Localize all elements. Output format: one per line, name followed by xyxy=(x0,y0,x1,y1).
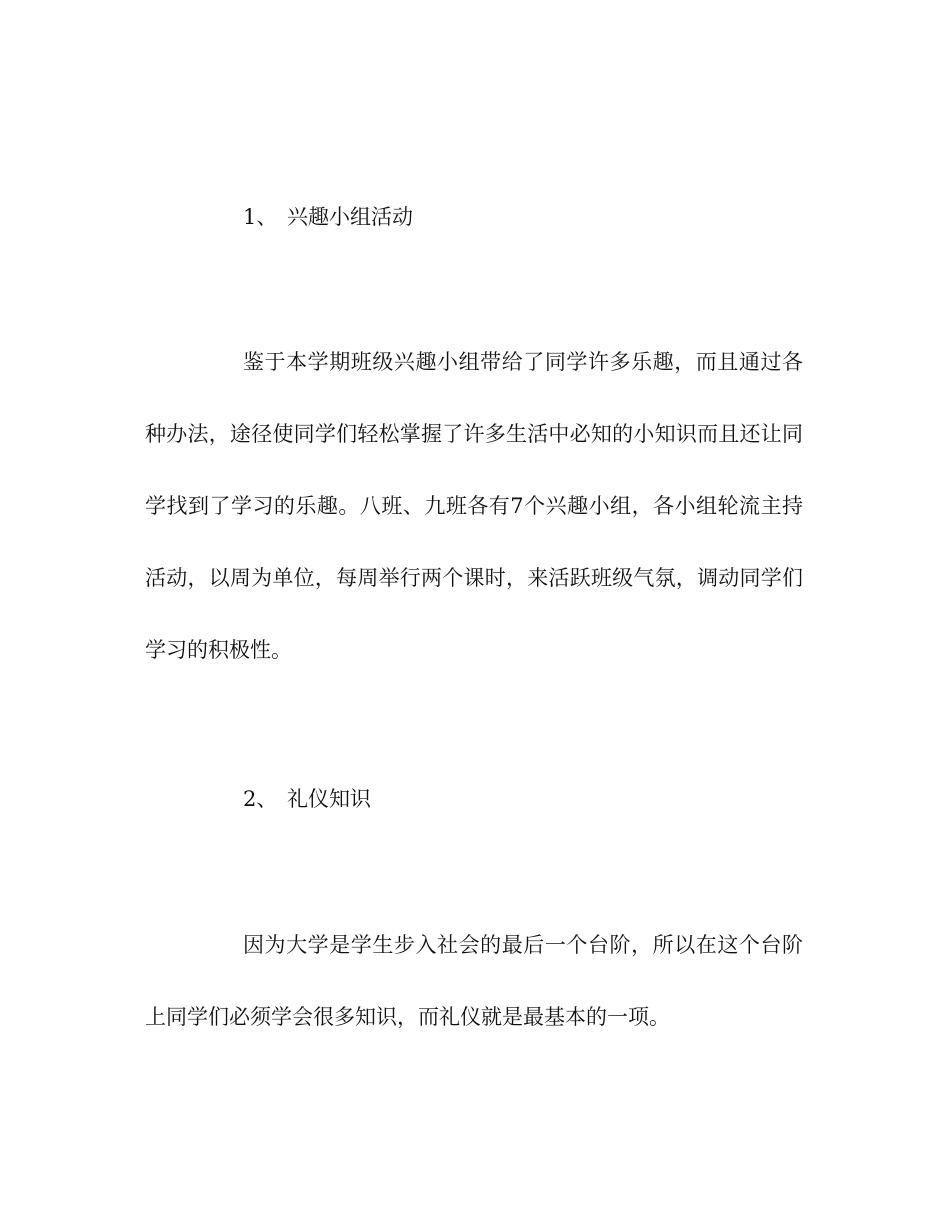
section-number: 1、 xyxy=(243,205,278,229)
section-paragraph-2: 因为大学是学生步入社会的最后一个台阶，所以在这个台阶上同学们必须学会很多知识，而礼仪就是最基本的一项。 xyxy=(145,933,803,1029)
section-title: 礼仪知识 xyxy=(287,787,371,811)
section-title: 兴趣小组活动 xyxy=(287,205,413,229)
section-paragraph-1: 鉴于本学期班级兴趣小组带给了同学许多乐趣，而且通过各种办法，途径使同学们轻松掌握了许多生活中必知的小知识而且还让同学找到了学习的乐趣。八班、九班各有7个兴趣小组，各小组轮流主持活动，以周为单位，每周举行两个课时，来活跃班级气氛，调动同学们学习的积极性。 xyxy=(145,350,803,662)
section-number: 2、 xyxy=(243,787,278,811)
section-heading-1 xyxy=(243,202,413,232)
section-heading-2 xyxy=(243,784,371,814)
